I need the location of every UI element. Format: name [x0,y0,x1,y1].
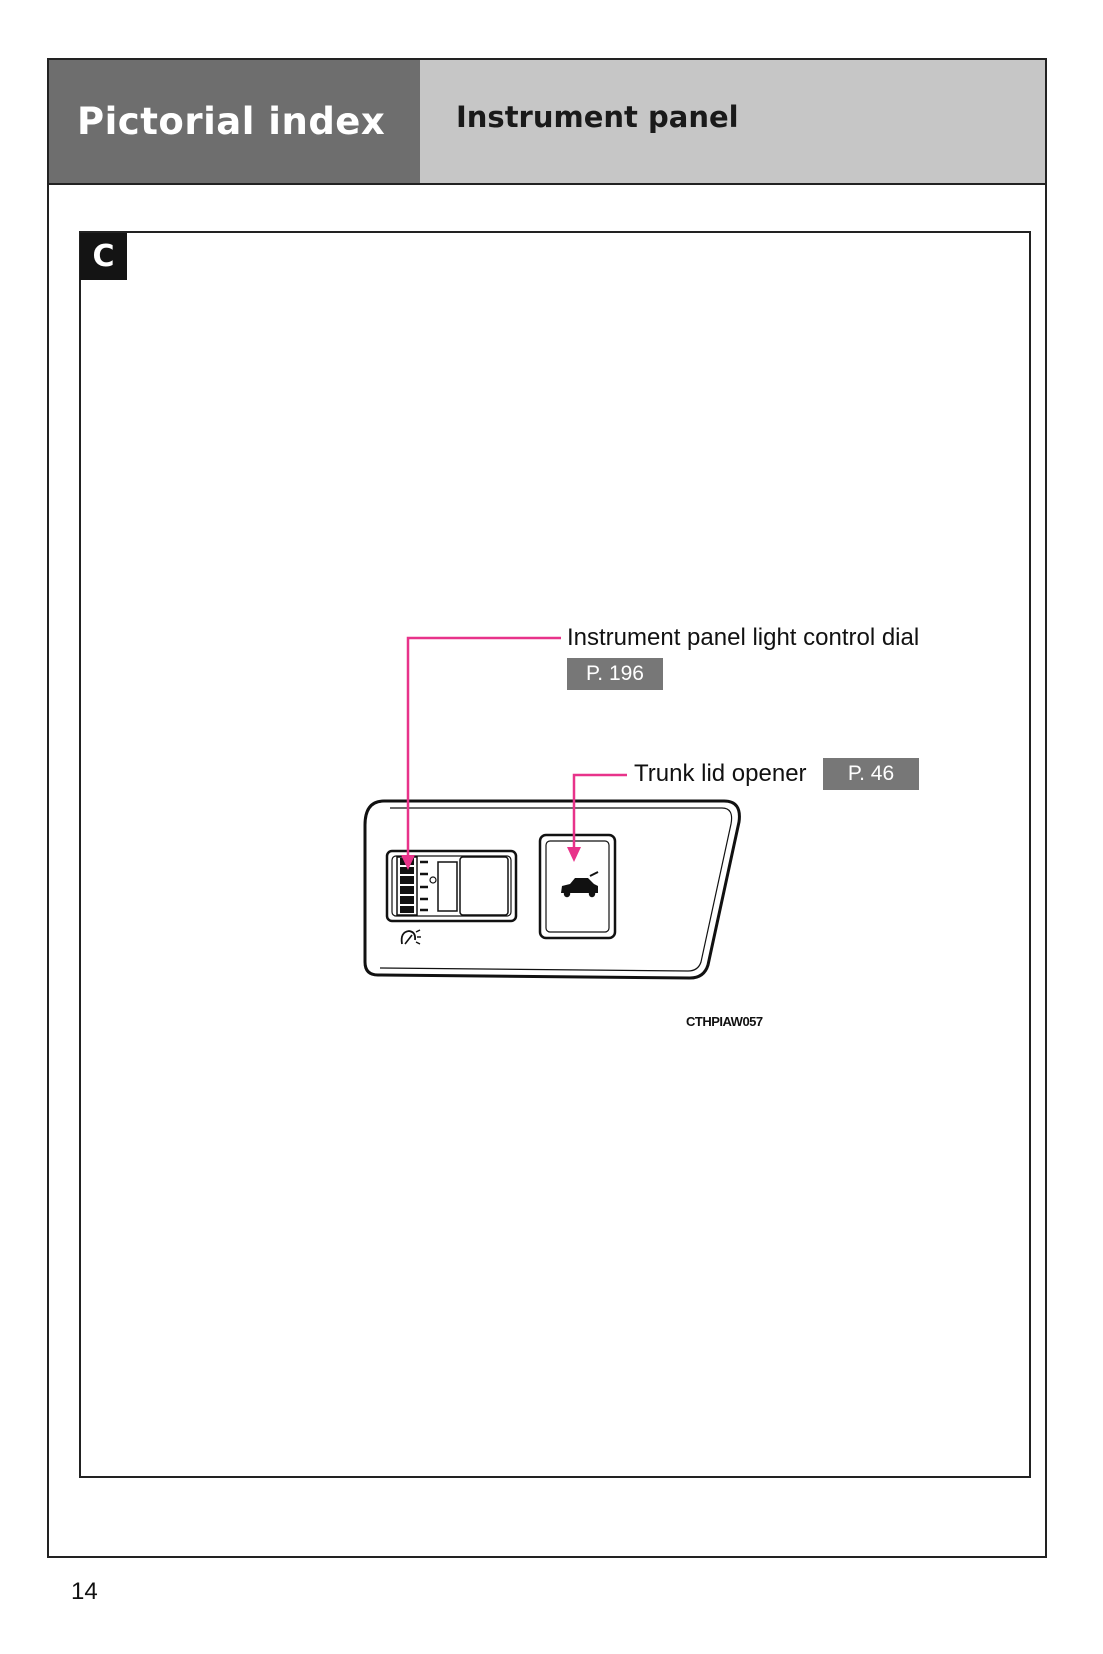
page-ref-trunk[interactable]: P. 46 [823,758,919,790]
section-title: Pictorial index [77,100,386,143]
page-subject: Instrument panel [456,100,739,134]
section-tag: C [80,233,127,280]
figure-code: CTHPIAW057 [686,1014,763,1029]
page-number: 14 [71,1578,98,1605]
callout-label-dial: Instrument panel light control dial [567,624,920,651]
callout-label-trunk: Trunk lid opener [634,760,807,787]
page-ref-dial[interactable]: P. 196 [567,658,663,690]
